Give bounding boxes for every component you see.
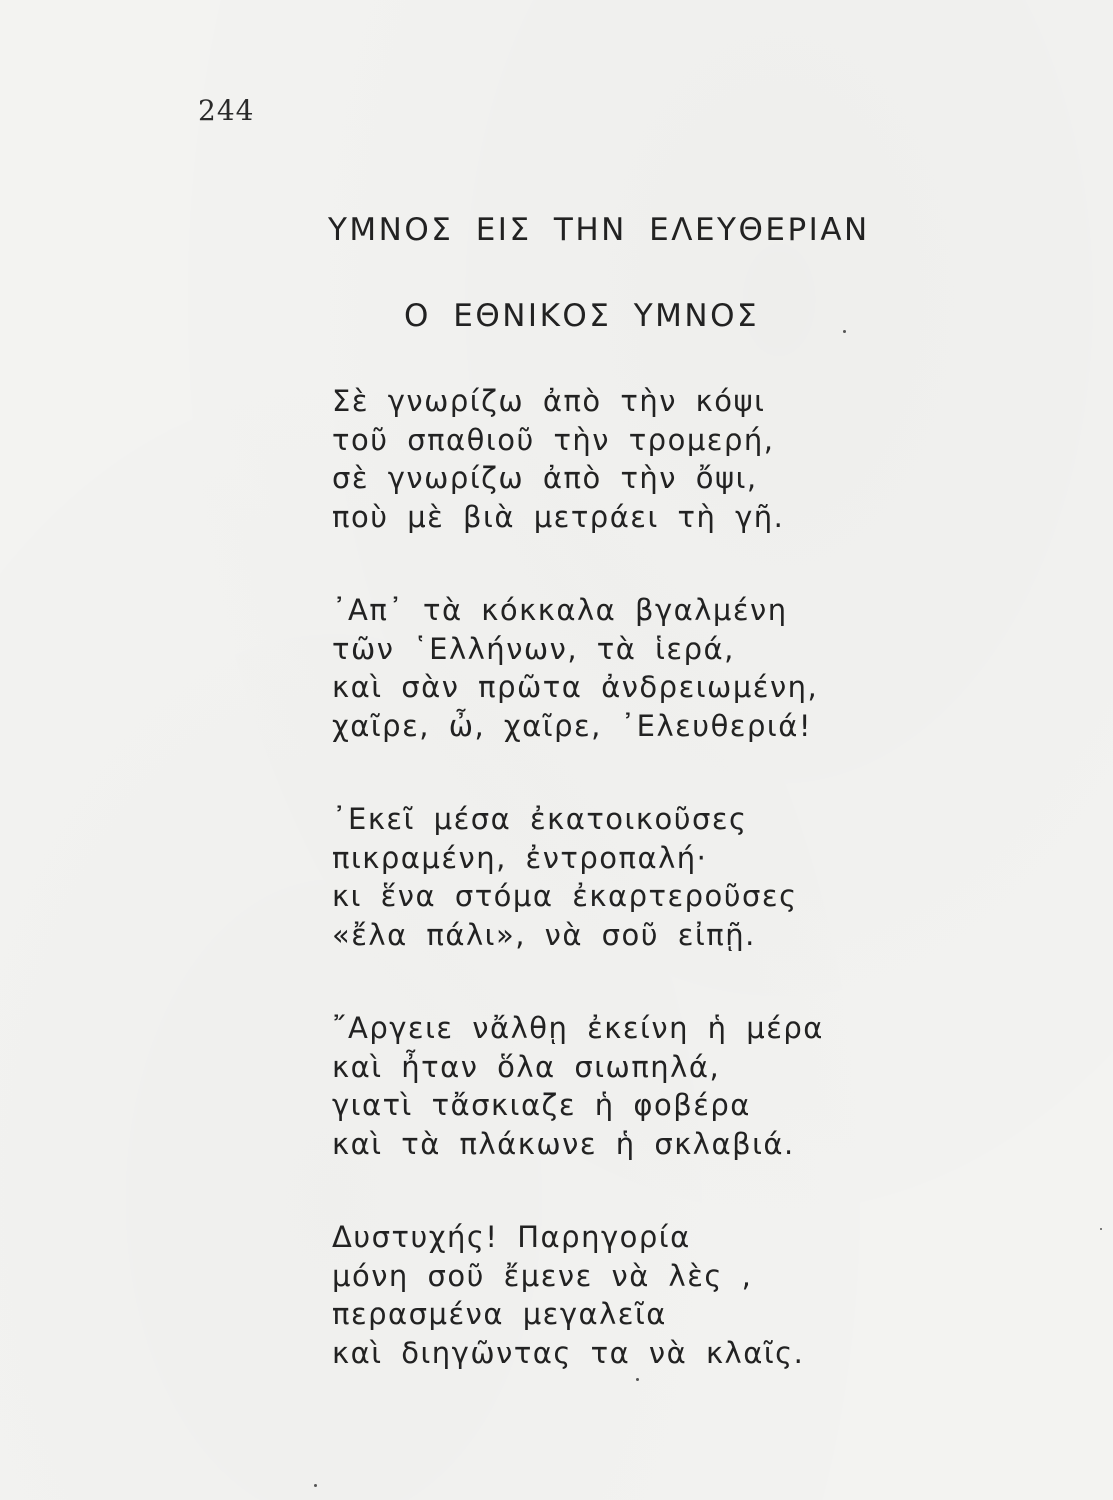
poem-subtitle: Ο ΕΘΝΙΚΟΣ ΥΜΝΟΣ: [404, 298, 760, 334]
stanza: [332, 800, 1052, 954]
verse-line: τῶν ῾Ελλήνων, τὰ ἱερά,: [332, 631, 735, 666]
scan-speck: [314, 1484, 317, 1487]
stanza: [332, 591, 1052, 745]
verse-line: ᾿Απ᾿ τὰ κόκκαλα βγαλμένη: [332, 593, 788, 627]
page-number: 244: [198, 94, 255, 127]
verse-line: καὶ διηγῶντας τα νὰ κλαῖς.: [332, 1335, 805, 1370]
verse-line: γιατὶ τἄσκιαζε ἡ φοβέρα: [332, 1088, 751, 1122]
verse-line: Σὲ γνωρίζω ἀπὸ τὴν κόψι: [332, 384, 766, 418]
verse-line: περασμένα μεγαλεῖα: [332, 1297, 667, 1331]
verse-line: πικραμένη, ἐντροπαλή·: [332, 840, 708, 875]
scan-speck: [843, 330, 846, 333]
poem-body: [332, 382, 1052, 1427]
verse-line: κι ἕνα στόμα ἐκαρτεροῦσες: [332, 879, 798, 913]
verse-line: ῎Αργειε νἄλθῃ ἐκείνη ἡ μέρα: [332, 1011, 824, 1045]
verse-line: Δυστυχής! Παρηγορία: [332, 1220, 691, 1254]
verse-line: σὲ γνωρίζω ἀπὸ τὴν ὄψι,: [332, 461, 758, 495]
verse-line: χαῖρε, ὦ, χαῖρε, ᾿Ελευθεριά!: [332, 708, 812, 743]
scan-speck: [636, 1378, 639, 1381]
verse-line: μόνη σοῦ ἔμενε νὰ λὲς ,: [332, 1258, 753, 1293]
verse-line: ποὺ μὲ βιὰ μετράει τὴ γῆ.: [332, 499, 785, 534]
stanza: [332, 1009, 1052, 1163]
stanza: [332, 1218, 1052, 1372]
poem-title: ΥΜΝΟΣ ΕΙΣ ΤΗΝ ΕΛΕΥΘΕΡΙΑΝ: [328, 212, 870, 248]
verse-line: ᾿Εκεῖ μέσα ἐκατοικοῦσες: [332, 802, 748, 836]
scan-speck: [1100, 1228, 1102, 1230]
stanza: [332, 382, 1052, 536]
verse-line: καὶ σὰν πρῶτα ἀνδρειωμένη,: [332, 670, 819, 704]
verse-line: «ἔλα πάλι», νὰ σοῦ εἰπῇ.: [332, 917, 756, 952]
verse-line: καὶ τὰ πλάκωνε ἡ σκλαβιά.: [332, 1126, 795, 1161]
verse-line: καὶ ἦταν ὅλα σιωπηλά,: [332, 1049, 721, 1084]
verse-line: τοῦ σπαθιοῦ τὴν τρομερή,: [332, 422, 775, 457]
